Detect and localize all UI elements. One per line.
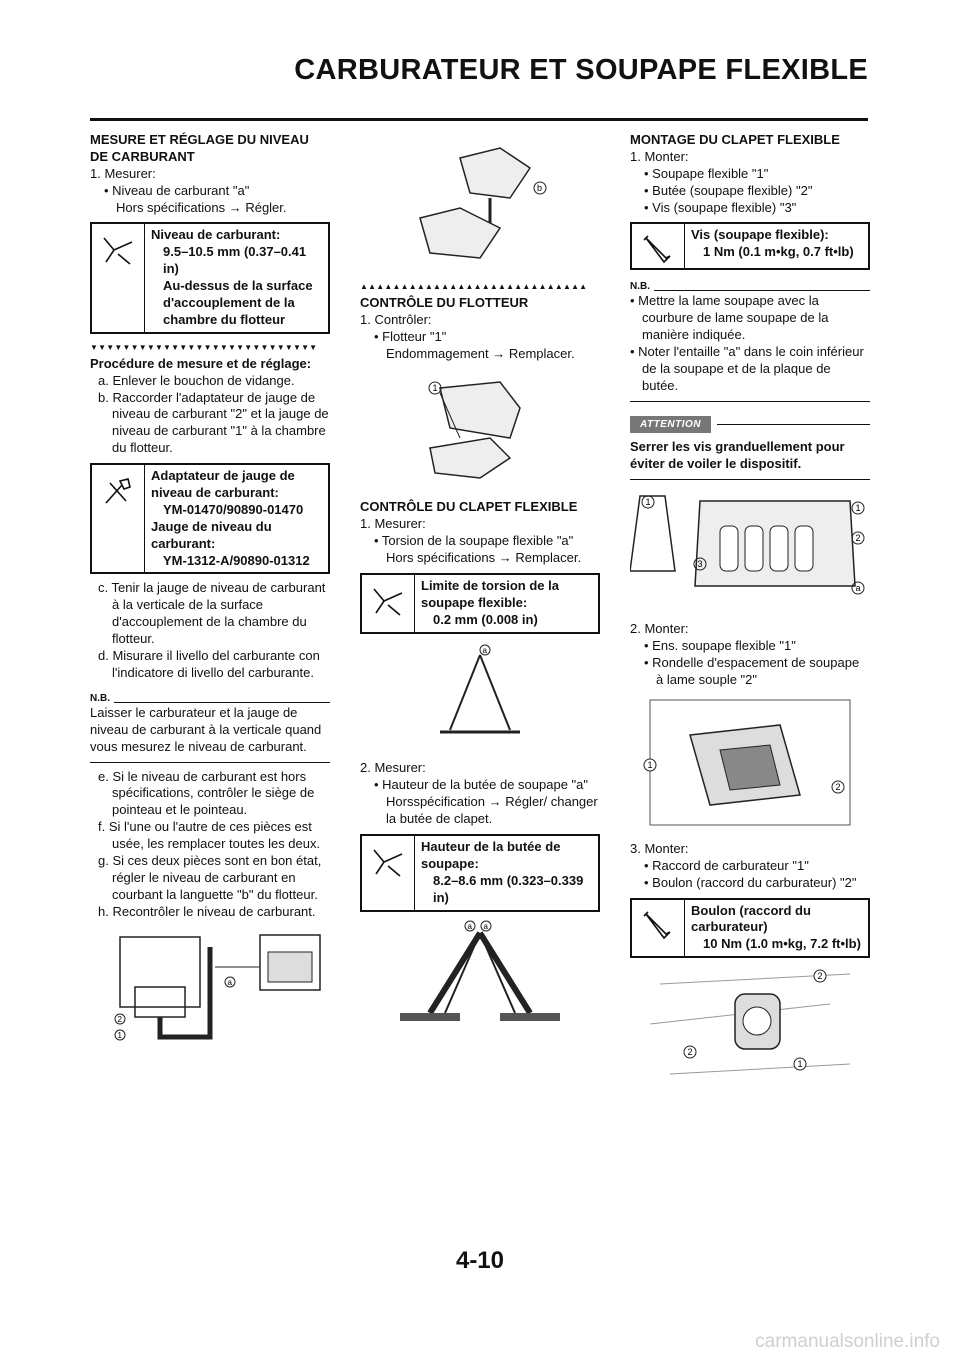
bullet: • Hauteur de la butée de soupape "a": [374, 777, 588, 793]
note-block: [90, 692, 330, 763]
section-heading-install-reed: MONTAGE DU CLAPET FLEXIBLE: [630, 132, 840, 147]
spec-box-reed-screw: [630, 222, 870, 270]
bullet: • Raccord de carburateur "1": [644, 857, 809, 873]
spec-value: 8.2–8.6 mm (0.323–0.339 in): [433, 872, 584, 905]
note-block: [630, 280, 870, 401]
step-1: 1. Contrôler:: [360, 311, 432, 327]
svg-text:2: 2: [855, 532, 861, 543]
bullet: • Soupape flexible "1": [644, 165, 769, 181]
svg-text:a: a: [483, 921, 488, 931]
spec-box-fuel-level: [90, 222, 330, 333]
watermark: carmanualsonline.info: [755, 1331, 940, 1352]
svg-text:a: a: [482, 645, 487, 655]
note-text: Laisser le carburateur et la jauge de niveau de carburant à la verticale quand vous mesurez le niveau de carburant.: [90, 704, 322, 754]
step-f: f. Si l'une ou l'autre de ces pièces est usée, les remplacer toutes les deux.: [98, 819, 321, 852]
bullet: • Vis (soupape flexible) "3": [644, 199, 797, 215]
svg-text:1: 1: [855, 502, 861, 513]
procedure-start-marker: ▼▼▼▼▼▼▼▼▼▼▼▼▼▼▼▼▼▼▼▼▼▼▼▼▼▼▼▼: [90, 343, 318, 352]
spec-title: Niveau de carburant:: [151, 227, 281, 243]
figure-carb-joint: [630, 964, 870, 1094]
caution-text: Serrer les vis granduellement pour éviter de voiler le dispositif.: [630, 438, 845, 471]
section-heading-fuel-level: MESURE ET RÉGLAGE DU NIVEAU DE CARBURANT: [90, 132, 309, 164]
spec-value: YM-1312-A/90890-01312: [163, 552, 310, 568]
svg-text:b: b: [537, 183, 543, 193]
figure-reed-install: [630, 695, 870, 835]
step-a: a. Enlever le bouchon de vidange.: [98, 372, 295, 388]
svg-text:2: 2: [687, 1047, 693, 1058]
spec-note: Au-dessus de la surface d'accouplement de la chambre du flotteur: [163, 278, 313, 327]
figure-float-tab: [360, 138, 600, 273]
header-rule: [90, 118, 868, 121]
spec-box-tools: [90, 463, 330, 574]
column-left: [90, 132, 330, 1057]
bullet-continuation: Hors spécifications → Remplacer.: [386, 550, 582, 566]
svg-text:a: a: [227, 977, 232, 987]
tool-icon: [92, 465, 145, 572]
step-c: c. Tenir la jauge de niveau de carburant à la verticale de la surface d'accouplement de la chambre du flotteur.: [98, 580, 326, 647]
note-text: • Noter l'entaille "a" dans le coin inférieur de la soupape et de la plaque de butée.: [630, 344, 864, 393]
svg-text:2: 2: [117, 1014, 122, 1024]
spec-box-stopper-height: [360, 834, 600, 912]
bullet: • Butée (soupape flexible) "2": [644, 182, 813, 198]
step-d: d. Misurare il livello del carburante con l'indicatore di livello del carburante.: [98, 648, 320, 680]
caliper-icon: [92, 224, 145, 331]
figure-float: [360, 368, 600, 493]
step-1: 1. Mesurer:: [90, 165, 156, 181]
spec-value: 10 Nm (1.0 m•kg, 7.2 ft•lb): [703, 936, 861, 952]
spec-value: 1 Nm (0.1 m•kg, 0.7 ft•lb): [703, 244, 854, 260]
note-text: • Mettre la lame soupape avec la courbure de lame soupape de la manière indiquée.: [630, 293, 829, 343]
spec-value: YM-01470/90890-01470: [163, 501, 304, 517]
figure-stopper-height: [360, 918, 600, 1043]
spec-box-reed-warp: [360, 573, 600, 634]
svg-text:1: 1: [797, 1059, 803, 1070]
procedure-title: Procédure de mesure et de réglage:: [90, 355, 312, 371]
section-heading-reed-valve: CONTRÔLE DU CLAPET FLEXIBLE: [360, 499, 578, 515]
spec-value: 9.5–10.5 mm (0.37–0.41 in): [163, 244, 307, 277]
procedure-end-marker: ▲▲▲▲▲▲▲▲▲▲▲▲▲▲▲▲▲▲▲▲▲▲▲▲▲▲▲▲: [360, 282, 588, 291]
svg-text:1: 1: [647, 760, 653, 771]
column-right: [630, 132, 870, 1100]
svg-text:a: a: [467, 921, 472, 931]
section-heading-float: CONTRÔLE DU FLOTTEUR: [360, 294, 529, 310]
bullet: • Flotteur "1": [374, 328, 447, 344]
spec-box-carb-joint-bolt: [630, 898, 870, 959]
caliper-icon: [362, 575, 415, 632]
bullet-continuation: Horsspécification → Régler/ changer la butée de clapet.: [386, 794, 598, 827]
step-1: 1. Monter:: [630, 148, 689, 164]
spec-title: Jauge de niveau du carburant:: [151, 518, 272, 551]
caution-label: ATTENTION: [630, 416, 711, 433]
torque-wrench-icon: [632, 900, 685, 957]
note-label: N.B.: [90, 692, 110, 704]
bullet: • Ens. soupape flexible "1": [644, 638, 796, 654]
figure-reed-warp: [360, 640, 600, 755]
bullet: • Rondelle d'espacement de soupape à lame souple "2": [644, 655, 860, 688]
step-b: b. Raccorder l'adaptateur de jauge de niveau de carburant "2" et la jauge de niveau de carburant "1" à la chambre du flotteur.: [98, 389, 329, 456]
spec-title: Vis (soupape flexible):: [691, 227, 829, 243]
spec-title: Hauteur de la butée de soupape:: [421, 839, 561, 871]
figure-reed-assembly: [630, 486, 870, 616]
spec-title: Adaptateur de jauge de niveau de carburant:: [151, 468, 295, 501]
caution-header: [630, 416, 870, 433]
step-2: 2. Monter:: [630, 621, 689, 637]
bullet-continuation: Endommagement → Remplacer.: [386, 345, 575, 361]
column-middle: [360, 132, 600, 1048]
page-number: 4-10: [455, 1247, 505, 1274]
svg-text:1: 1: [645, 496, 651, 507]
step-e: e. Si le niveau de carburant est hors spécifications, contrôler le siège de pointeau et le pointeau.: [98, 768, 315, 818]
step-1: 1. Mesurer:: [360, 516, 426, 532]
bullet: • Torsion de la soupape flexible "a": [374, 533, 574, 549]
spec-title: Boulon (raccord du carburateur): [691, 902, 811, 935]
svg-text:3: 3: [697, 558, 703, 569]
note-label: N.B.: [630, 281, 650, 293]
bullet: • Boulon (raccord du carburateur) "2": [644, 874, 857, 890]
step-g: g. Si ces deux pièces sont en bon état, régler le niveau de carburant en courbant la languette "b" du flotteur.: [98, 852, 322, 902]
bullet-continuation: Hors spécifications → Régler.: [116, 199, 287, 215]
page-title: CARBURATEUR ET SOUPAPE FLEXIBLE: [294, 54, 868, 86]
step-2: 2. Mesurer:: [360, 760, 426, 776]
caliper-icon: [362, 836, 415, 910]
bullet: • Niveau de carburant "a": [104, 182, 250, 198]
step-h: h. Recontrôler le niveau de carburant.: [98, 903, 316, 919]
svg-text:2: 2: [835, 782, 841, 793]
spec-value: 0.2 mm (0.008 in): [433, 611, 538, 627]
svg-text:1: 1: [432, 383, 438, 394]
svg-text:a: a: [855, 582, 861, 593]
svg-text:2: 2: [817, 971, 823, 982]
torque-wrench-icon: [632, 224, 685, 268]
spec-title: Limite de torsion de la soupape flexible:: [421, 577, 559, 610]
svg-text:1: 1: [117, 1030, 122, 1040]
figure-carburetor-level: [90, 927, 330, 1052]
step-3: 3. Monter:: [630, 840, 689, 856]
